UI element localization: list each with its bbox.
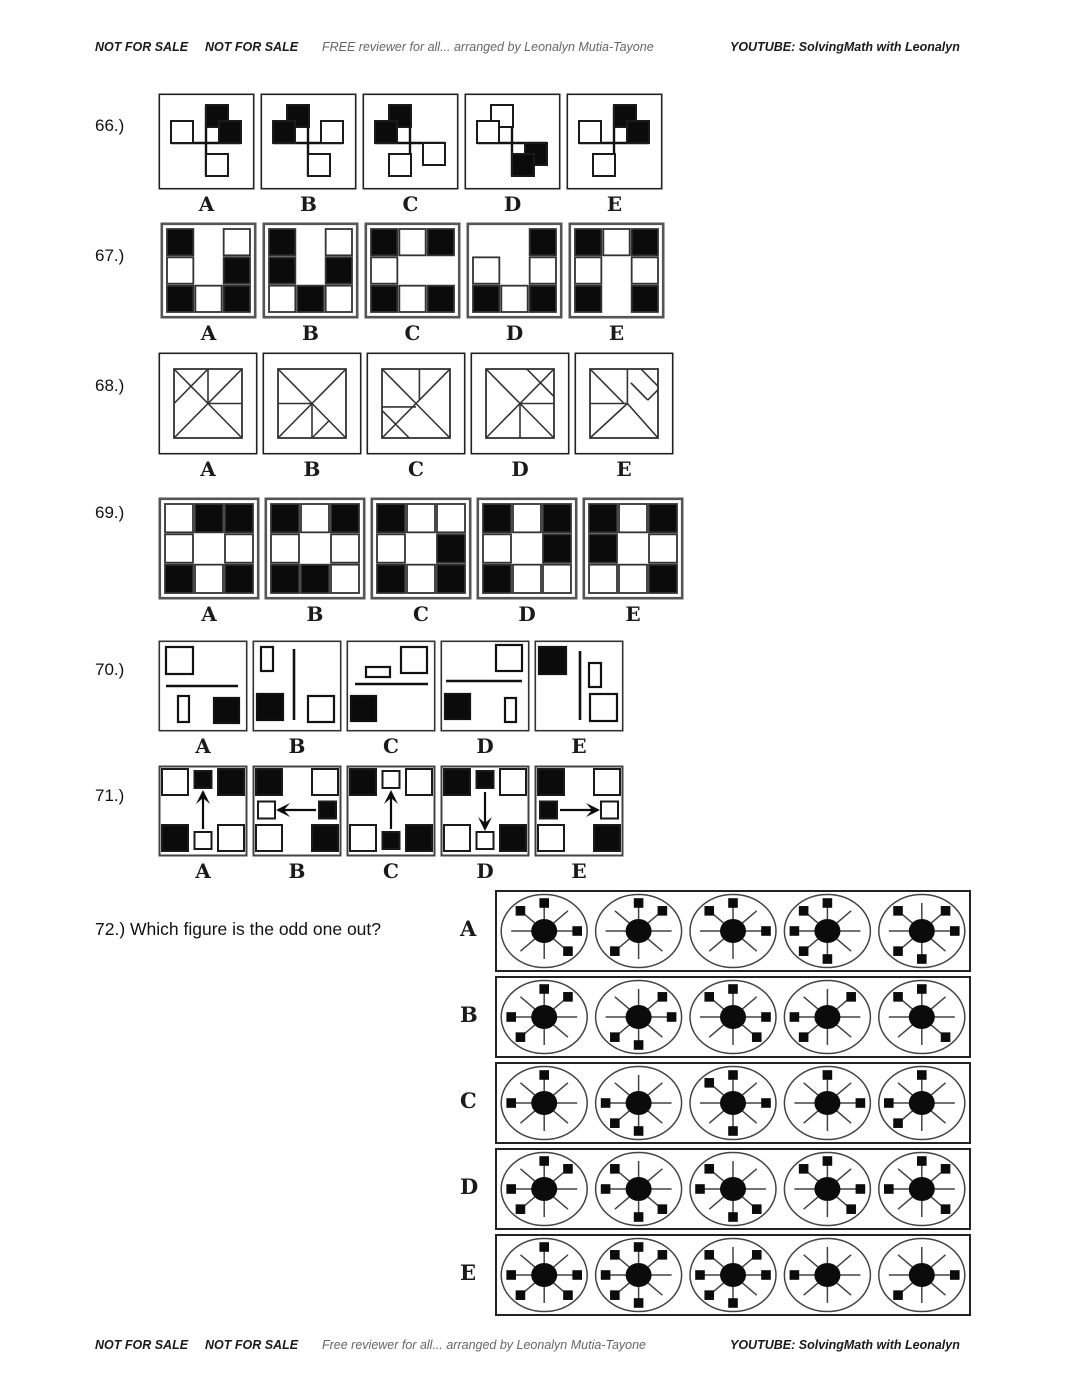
q69-figure-B [264,497,366,600]
q69-figure-D [476,497,578,600]
q66-option-B [260,93,357,190]
q69-option-letter-A: A [201,602,217,626]
q69-option-E [582,497,684,600]
q71-figure-C [346,765,436,857]
q68-option-C [366,352,466,455]
q69-option-A [158,497,260,600]
q66-figure-E [566,93,663,190]
q71-option-letter-A: A [195,859,211,883]
q70-figure-C [346,640,436,732]
q67-figure-B [262,222,359,319]
q69-option-B [264,497,366,600]
q66-option-letter-B: B [300,192,317,216]
q68-figure-D [470,352,570,455]
q66-option-E [566,93,663,190]
header-not-for-sale-1: NOT FOR SALE [95,40,189,54]
q72-row-B-strip [495,976,971,1058]
q68-option-A [158,352,258,455]
q70-figure-A [158,640,248,732]
q70-figure-D [440,640,530,732]
q68-option-letter-B: B [303,457,321,481]
q66-option-letter-D: D [503,192,522,216]
q72-row-label-D: D [460,1174,479,1199]
q72-row-D-strip [495,1148,971,1230]
q72-row-C-figures [497,1064,969,1142]
q67-figure-C [364,222,461,319]
q67-option-letter-D: D [505,321,524,345]
footer-not-for-sale-1: NOT FOR SALE [95,1338,189,1352]
q68-option-letter-E: E [616,457,632,481]
q68-figure-C [366,352,466,455]
q72-row-label-E: E [460,1260,477,1285]
q71-figure-E [534,765,624,857]
q70-option-letter-C: C [383,734,399,758]
q68-option-E [574,352,674,455]
q67-figure-A [160,222,257,319]
q70-option-letter-E: E [571,734,587,758]
question-number-68: 68.) [95,376,125,395]
q67-figure-D [466,222,563,319]
q66-figure-B [260,93,357,190]
header-not-for-sale-2: NOT FOR SALE [205,40,299,54]
footer-youtube-credit: YOUTUBE: SolvingMath with Leonalyn [730,1338,960,1352]
q72-row-D-figures [497,1150,969,1228]
q71-option-letter-D: D [476,859,494,883]
q66-option-letter-C: C [402,192,419,216]
q66-figure-A [158,93,255,190]
q69-option-D [476,497,578,600]
q66-figure-D [464,93,561,190]
q70-option-E [534,640,624,732]
header-youtube-credit: YOUTUBE: SolvingMath with Leonalyn [730,40,960,54]
footer-center-credit: Free reviewer for all... arranged by Leonalyn Mutia-Tayone [322,1338,647,1352]
q69-option-C [370,497,472,600]
q70-option-C [346,640,436,732]
q71-option-D [440,765,530,857]
q71-option-letter-B: B [288,859,306,883]
question-number-66: 66.) [95,116,125,135]
q70-option-B [252,640,342,732]
q72-row-label-A: A [460,916,477,941]
q71-option-A [158,765,248,857]
q68-figure-B [262,352,362,455]
q71-option-B [252,765,342,857]
q72-row-E-strip [495,1234,971,1316]
q69-figure-C [370,497,472,600]
q72-row-label-B: B [460,1002,478,1027]
q67-option-letter-E: E [608,321,625,345]
q72-row-C-strip [495,1062,971,1144]
q68-option-D [470,352,570,455]
q67-option-A [160,222,257,319]
q72-row-A-figures [497,892,969,970]
q67-option-letter-A: A [200,321,217,345]
q69-option-letter-C: C [413,602,429,626]
q66-figure-C [362,93,459,190]
q68-figure-E [574,352,674,455]
q72-row-B-figures [497,978,969,1056]
q72-row-A-strip [495,890,971,972]
q66-option-C [362,93,459,190]
q68-option-letter-C: C [408,457,424,481]
q69-option-letter-B: B [306,602,324,626]
q69-option-letter-E: E [625,602,641,626]
q66-option-A [158,93,255,190]
question-72-text: 72.) Which figure is the odd one out? [95,919,382,939]
q72-row-E-figures [497,1236,969,1314]
footer-not-for-sale-2: NOT FOR SALE [205,1338,299,1352]
q71-figure-A [158,765,248,857]
q69-figure-E [582,497,684,600]
q67-option-C [364,222,461,319]
q67-option-letter-B: B [302,321,319,345]
q67-option-D [466,222,563,319]
q66-option-D [464,93,561,190]
q71-option-letter-E: E [571,859,587,883]
q70-figure-E [534,640,624,732]
q67-option-E [568,222,665,319]
q67-option-B [262,222,359,319]
q68-figure-A [158,352,258,455]
q69-option-letter-D: D [518,602,536,626]
q72-row-label-C: C [460,1088,477,1113]
q70-option-letter-A: A [195,734,211,758]
q71-option-C [346,765,436,857]
q67-option-letter-C: C [404,321,421,345]
q66-option-letter-A: A [198,192,215,216]
q71-option-letter-C: C [383,859,399,883]
q68-option-letter-D: D [511,457,529,481]
q71-option-E [534,765,624,857]
q68-option-letter-A: A [200,457,216,481]
q70-option-letter-B: B [288,734,306,758]
question-number-71: 71.) [95,786,125,805]
q68-option-B [262,352,362,455]
q70-option-D [440,640,530,732]
q70-option-letter-D: D [476,734,494,758]
q69-figure-A [158,497,260,600]
question-number-70: 70.) [95,660,125,679]
question-number-67: 67.) [95,246,125,265]
q66-option-letter-E: E [606,192,623,216]
q70-option-A [158,640,248,732]
question-number-69: 69.) [95,503,125,522]
q70-figure-B [252,640,342,732]
q71-figure-D [440,765,530,857]
header-center-credit: FREE reviewer for all... arranged by Leonalyn Mutia-Tayone [322,40,654,54]
q71-figure-B [252,765,342,857]
q67-figure-E [568,222,665,319]
